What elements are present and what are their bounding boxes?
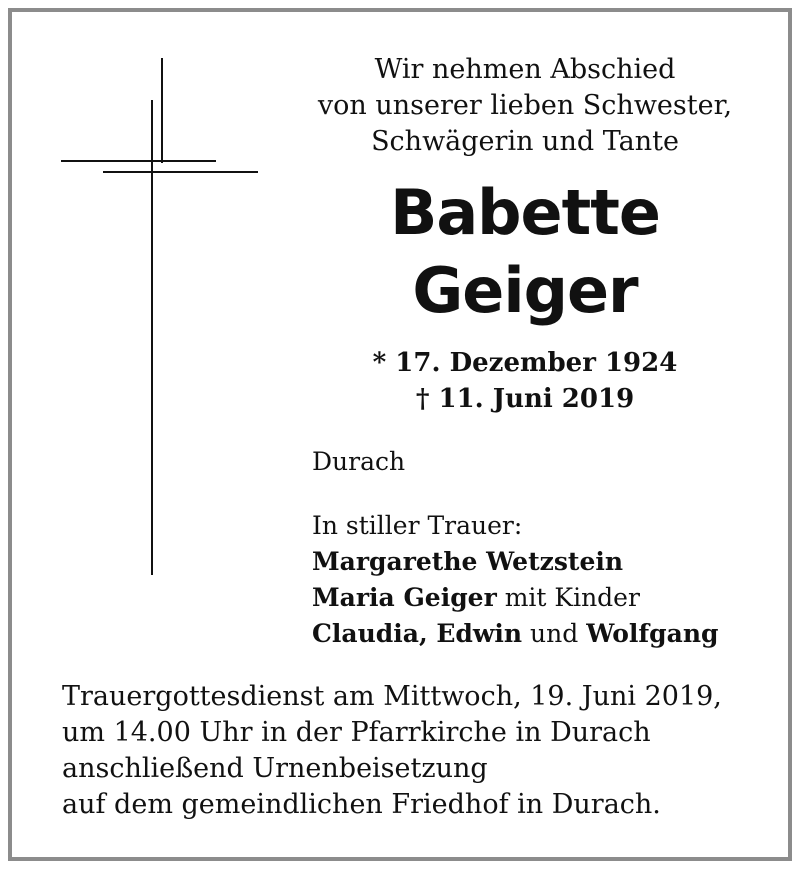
mourner-name: Claudia, Edwin	[312, 619, 523, 648]
death-date: † 11. Juni 2019	[415, 384, 635, 414]
service-line: anschließend Urnenbeisetzung	[62, 753, 488, 784]
mourner-line	[312, 544, 719, 580]
deceased-first-name: Babette	[390, 176, 660, 249]
mourner-line	[312, 580, 719, 616]
mourner-line	[312, 616, 719, 652]
mourners-list	[312, 544, 719, 652]
life-dates	[290, 345, 760, 417]
mourners-heading: In stiller Trauer:	[312, 511, 523, 540]
service-line: Trauergottesdienst am Mittwoch, 19. Juni 2019,	[62, 681, 722, 712]
mourner-name: Margarethe Wetzstein	[312, 547, 624, 576]
mourner-name: Maria Geiger	[312, 583, 497, 612]
intro-line: von unserer lieben Schwester,	[317, 90, 733, 121]
service-line: auf dem gemeindlichen Friedhof in Durach.	[62, 789, 661, 820]
intro-line: Schwägerin und Tante	[371, 126, 679, 157]
mourner-name: Wolfgang	[586, 619, 719, 648]
service-info	[62, 679, 722, 823]
mourner-conjunction: und	[522, 619, 587, 648]
mourner-suffix: mit Kinder	[496, 583, 640, 612]
birth-date: * 17. Dezember 1924	[372, 348, 678, 378]
place: Durach	[312, 447, 406, 476]
deceased-last-name: Geiger	[412, 254, 638, 327]
intro-text	[290, 52, 760, 160]
service-line: um 14.00 Uhr in der Pfarrkirche in Durach	[62, 717, 651, 748]
intro-line: Wir nehmen Abschied	[374, 54, 676, 85]
